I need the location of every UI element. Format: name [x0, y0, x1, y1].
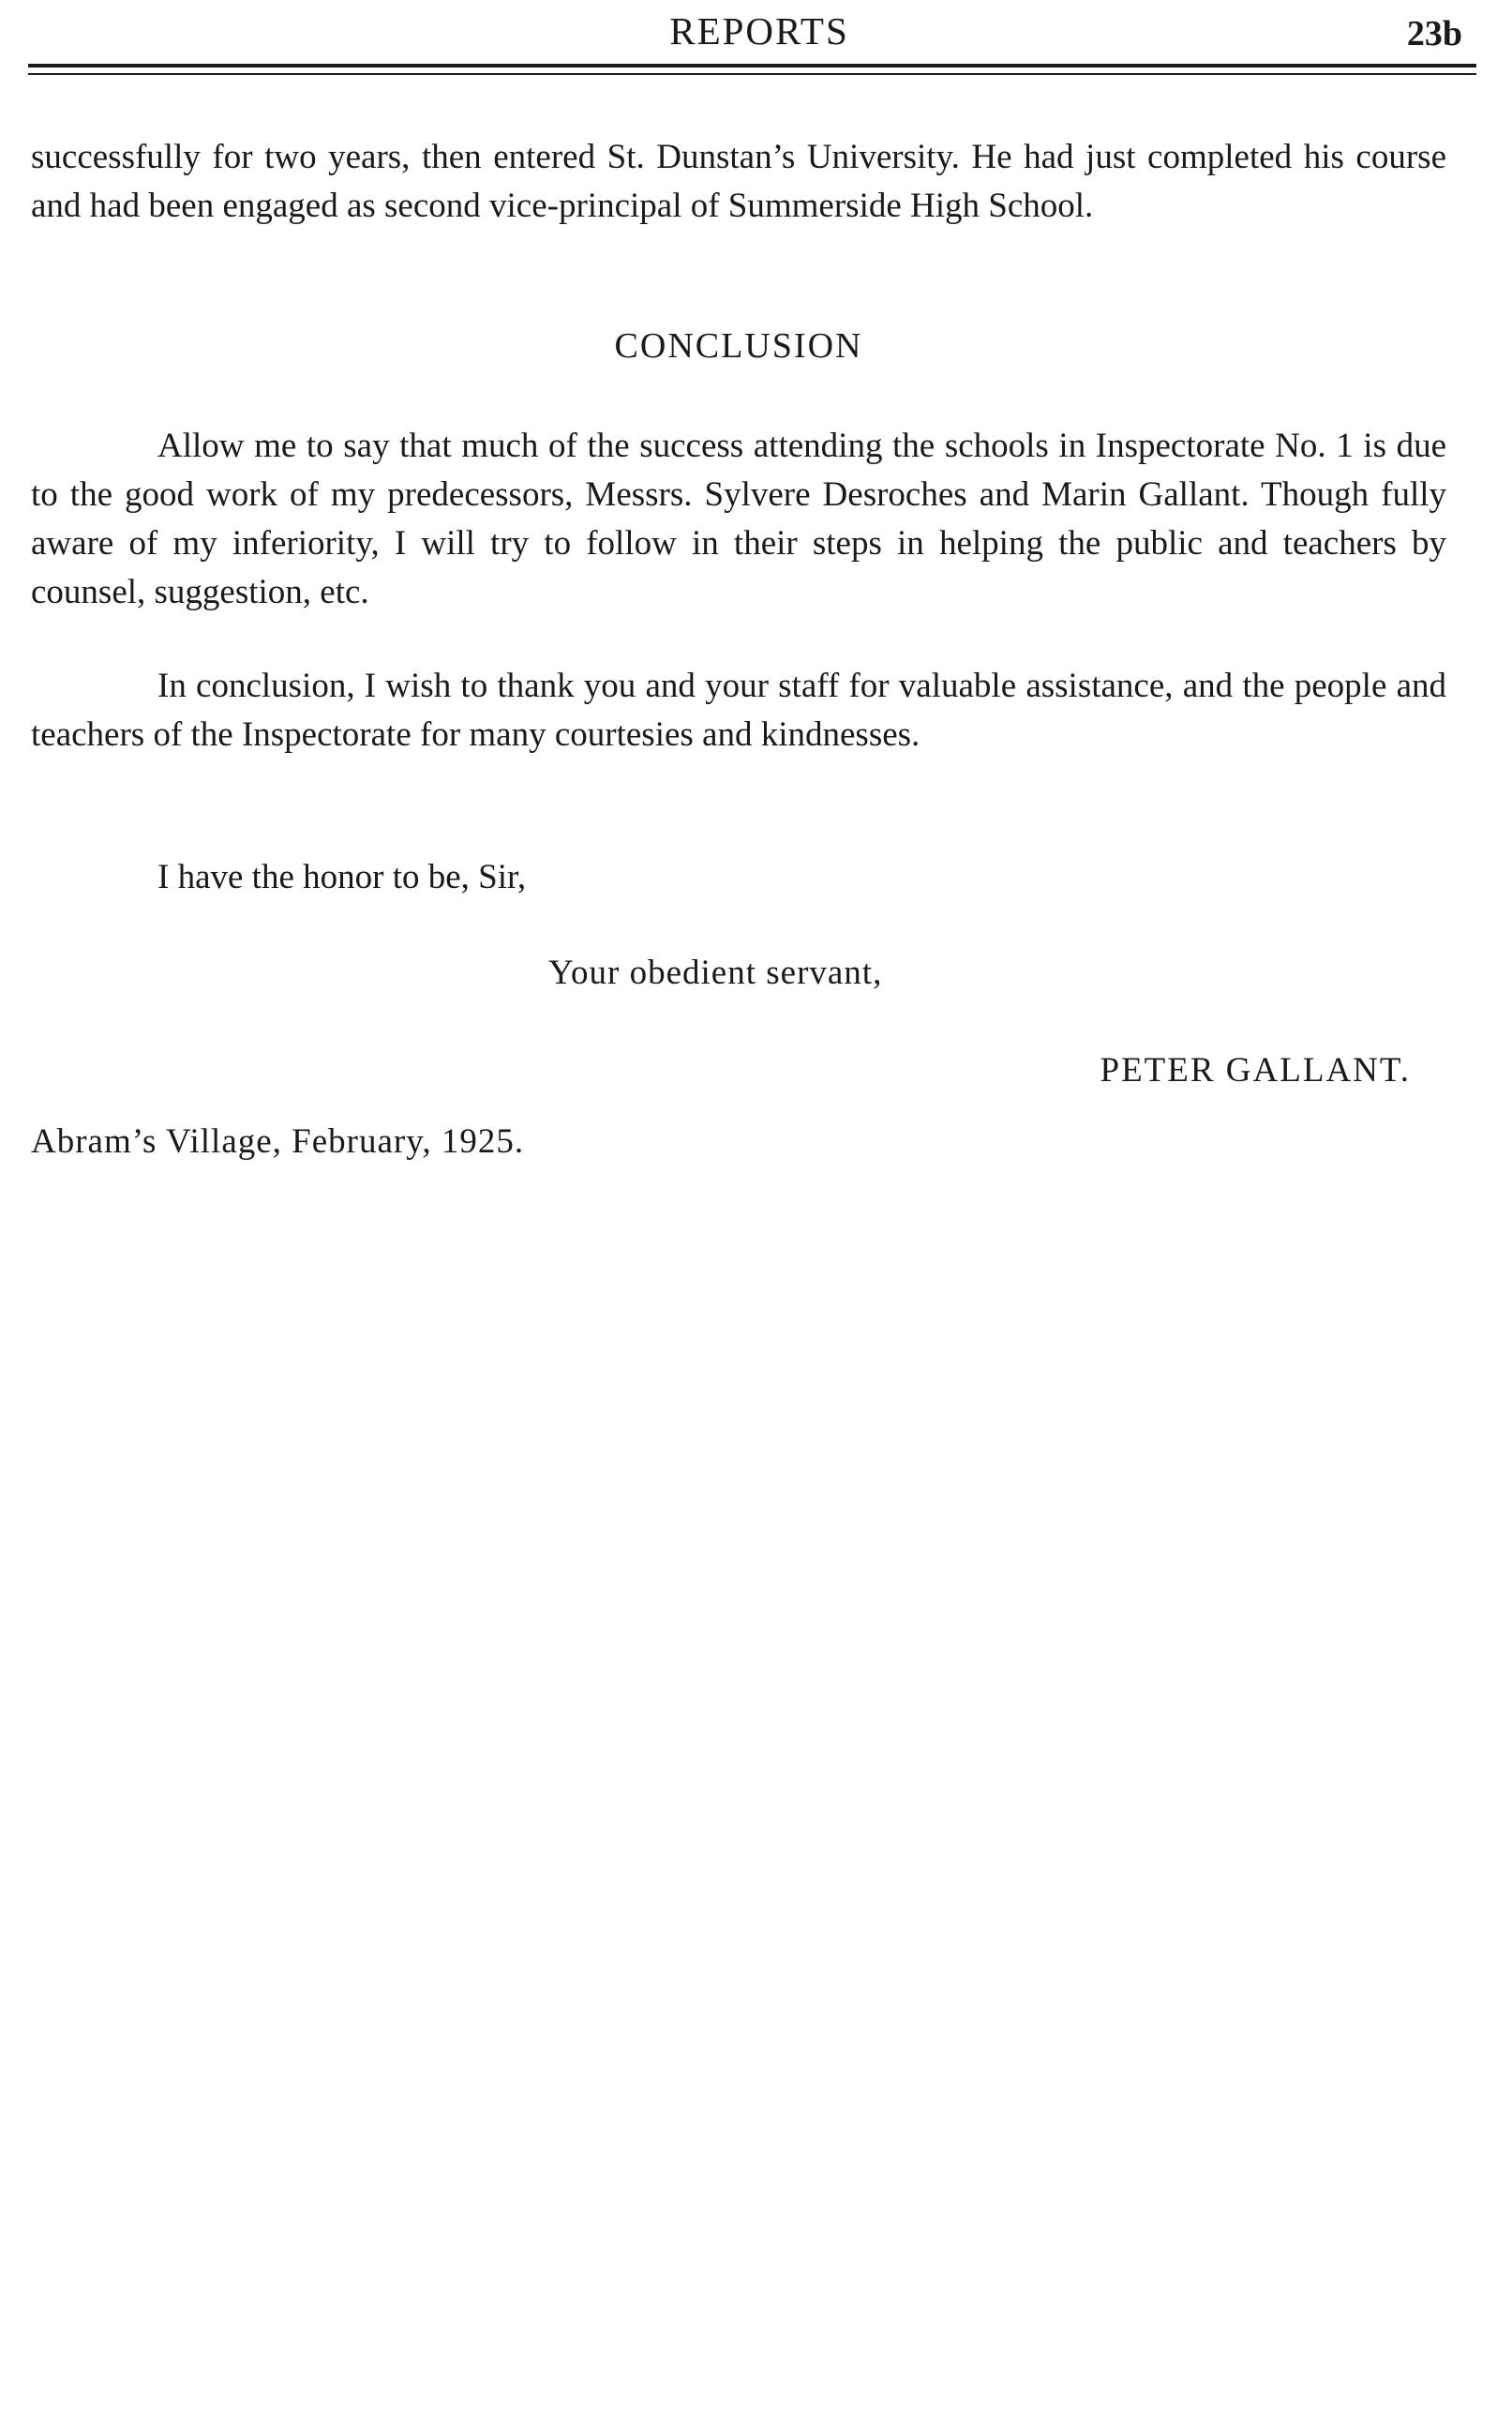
- closing-salutation: I have the honor to be, Sir,: [157, 858, 527, 896]
- page-number: 23b: [1406, 14, 1462, 53]
- page-header: [28, 0, 1490, 84]
- paragraph-continuation: successfully for two years, then entered St. Dunstan’s University. He had just completed his course and had been engaged as second vice-principal of Summerside High School.: [31, 138, 1446, 225]
- dateline: Abram’s Village, February, 1925.: [31, 1122, 525, 1161]
- paragraph-acknowledgement: Allow me to say that much of the success attending the schools in Inspectorate No. 1 is due to the good work of my predecessors, Messrs. Sylvere Desroches and Marin Gallant. Though fully aware of my inferiority, I will try to follow in their steps in helping the public and teachers by counsel, suggestion, etc.: [31, 427, 1446, 611]
- section-heading: CONCLUSION: [614, 326, 863, 366]
- running-head: REPORTS: [669, 9, 849, 53]
- paragraph-thanks: In conclusion, I wish to thank you and your staff for valuable assistance, and the people and teachers of the Inspectorate for many courtesies and kindnesses.: [31, 667, 1446, 754]
- header-rule-thin: [28, 73, 1476, 75]
- complimentary-close: Your obedient servant,: [548, 954, 883, 992]
- header-rule-thick: [28, 64, 1476, 68]
- signature: PETER GALLANT.: [1100, 1051, 1411, 1090]
